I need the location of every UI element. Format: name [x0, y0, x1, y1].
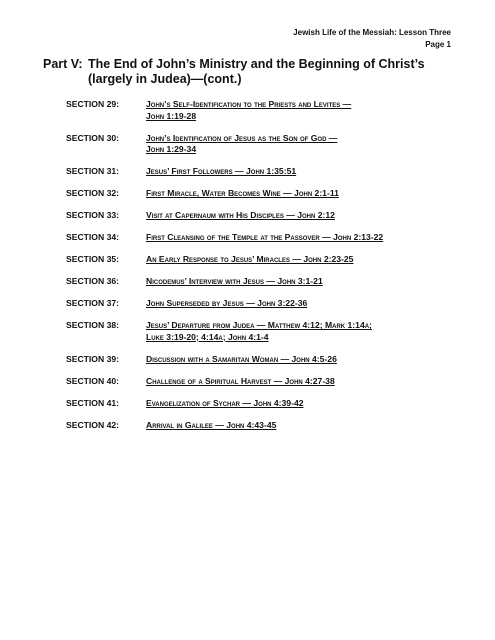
section-description: Arrival in Galilee — John 4:43-45: [146, 419, 277, 430]
section-item: [66, 254, 466, 266]
section-number: SECTION 42:: [66, 419, 120, 430]
section-description: An Early Response to Jesus’ Miracles — John 2:23-25: [146, 254, 354, 264]
section-description: First Cleansing of the Temple at the Passover — John 2:13-22: [146, 232, 384, 242]
section-item: [66, 99, 466, 122]
section-description: John Superseded by Jesus — John 3:22-36: [146, 298, 308, 308]
section-item: [66, 398, 466, 410]
section-number: SECTION 31:: [66, 166, 120, 176]
section-number: SECTION 39:: [66, 353, 120, 364]
section-number: SECTION 41:: [66, 397, 120, 408]
section-number: SECTION 34:: [66, 232, 120, 242]
section-number: SECTION 38:: [66, 320, 120, 330]
page-title: [43, 57, 463, 87]
section-number: SECTION 35:: [66, 254, 120, 264]
section-number: SECTION 30:: [66, 132, 120, 143]
title-line-2: (largely in Judea)—(cont.): [88, 72, 242, 86]
section-number: SECTION 40:: [66, 375, 120, 386]
section-number: SECTION 33:: [66, 210, 120, 220]
section-item: [66, 320, 466, 343]
section-item: [66, 232, 466, 244]
section-number: SECTION 37:: [66, 298, 120, 308]
section-description: John’s Identification of Jesus as the Son of God — John 1:29-34: [146, 132, 338, 154]
section-description: Evangelization of Sychar — John 4:39-42: [146, 397, 304, 408]
section-item: [66, 188, 466, 200]
section-description: First Miracle, Water Becomes Wine — John 2:1-11: [146, 188, 339, 198]
section-item: [66, 354, 466, 366]
section-number: SECTION 29:: [66, 99, 120, 109]
section-item: [66, 166, 466, 178]
section-item: [66, 420, 466, 432]
title-line-1: The End of John’s Ministry and the Beginning of Christ’s: [88, 57, 425, 71]
section-description: Nicodemus’ Interview with Jesus — John 3:1-21: [146, 276, 323, 286]
title-part-label: Part V:: [43, 57, 83, 71]
section-description: Jesus’ First Followers — John 1:35:51: [146, 166, 297, 176]
section-description: Visit at Capernaum with His Disciples — John 2:12: [146, 210, 335, 220]
section-description: Discussion with a Samaritan Woman — John 4:5-26: [146, 353, 337, 364]
section-description: Jesus’ Departure from Judea — Matthew 4:12; Mark 1:14a; Luke 3:19-20; 4:14a; John 4:1-4: [146, 320, 372, 342]
header-page-number: Page 1: [425, 40, 451, 49]
section-number: SECTION 36:: [66, 276, 120, 286]
section-description: John’s Self-Identification to the Priests and Levites — John 1:19-28: [146, 99, 352, 121]
section-item: [66, 298, 466, 310]
section-description: Challenge of a Spiritual Harvest — John 4:27-38: [146, 375, 335, 386]
section-number: SECTION 32:: [66, 188, 120, 198]
page-header: [293, 27, 451, 51]
header-lesson-title: Jewish Life of the Messiah: Lesson Three: [293, 28, 451, 37]
section-list: [66, 99, 466, 442]
section-item: [66, 276, 466, 288]
section-item: [66, 133, 466, 156]
section-item: [66, 210, 466, 222]
section-item: [66, 376, 466, 388]
